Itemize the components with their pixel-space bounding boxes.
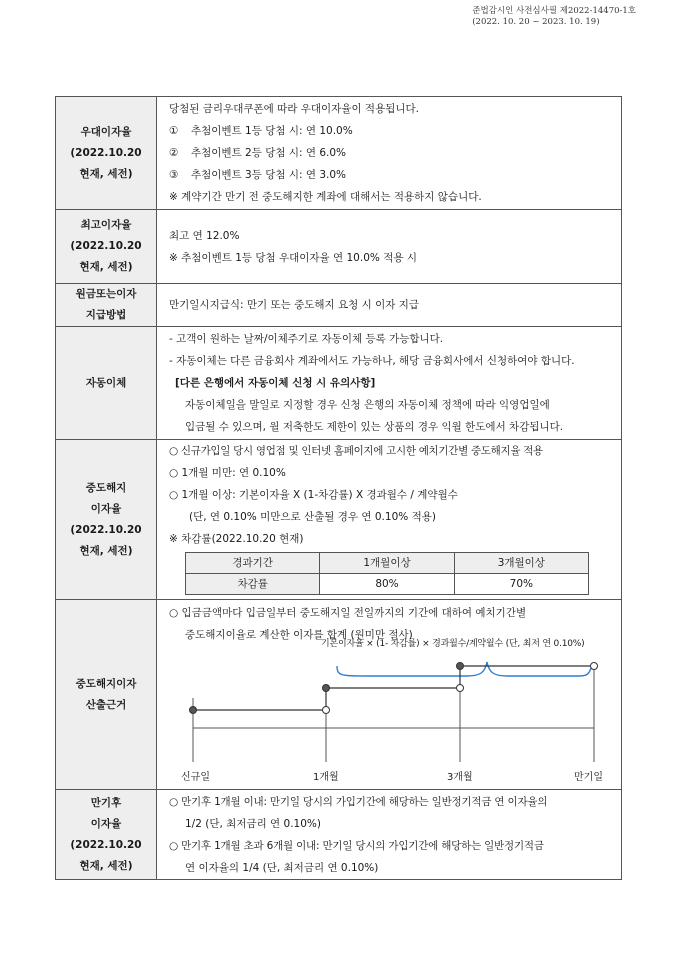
axis-label-start: 신규일 — [181, 772, 210, 783]
label-line: 현재, 세전) — [79, 167, 133, 180]
table-header-cell: 1개월이상 — [320, 553, 454, 574]
early-rate-line: ○ 1개월 미만: 연 0.10% — [169, 467, 286, 479]
row-max-rate — [56, 210, 622, 284]
label-line: 우대이자율 — [80, 125, 132, 138]
label-line: 지급방법 — [85, 309, 127, 321]
label-line: 산출근거 — [85, 698, 127, 711]
early-rate-line: ○ 1개월 이상: 기본이자율 X (1-차감률) X 경과월수 / 계약월수 — [169, 489, 458, 501]
point-open-3m — [457, 685, 464, 692]
content-payment-method — [157, 284, 622, 327]
item-number: ② — [169, 147, 179, 159]
label-line: (2022.10.20 — [70, 146, 142, 159]
item-number: ① — [169, 125, 179, 137]
content-early-termination-rate — [157, 440, 622, 600]
table-row — [186, 574, 589, 595]
preferential-item — [169, 142, 613, 164]
content-after-maturity-rate — [157, 790, 622, 880]
label-line: 최고이자율 — [80, 219, 132, 231]
max-rate-note: ※ 추첨이벤트 1등 당첨 우대이자율 연 10.0% 적용 시 — [169, 251, 417, 264]
product-terms-table — [55, 96, 622, 880]
content-max-rate — [157, 210, 622, 284]
row-early-termination-rate — [56, 440, 622, 600]
after-maturity-line: ○ 만기후 1개월 초과 6개월 이내: 만기일 당시의 가입기간에 해당하는 일반정기적금 — [169, 839, 544, 852]
preferential-item — [169, 120, 613, 142]
preferential-item — [169, 164, 613, 186]
item-text: 추첨이벤트 2등 당첨 시: 연 6.0% — [191, 147, 347, 159]
deduction-rate-table — [185, 552, 589, 595]
label-line: 중도해지이자 — [75, 677, 137, 690]
point-open-1m — [323, 707, 330, 714]
label-line: (2022.10.20 — [70, 240, 142, 252]
label-line: 중도해지 — [85, 481, 127, 494]
formula-label: 기본이자율 × (1- 차감률) × 경과월수/계약월수 (단, 최저 연 0.10%) — [321, 639, 585, 649]
label-line: 현재, 세전) — [79, 859, 133, 872]
row-after-maturity-rate — [56, 790, 622, 880]
label-line: 현재, 세전) — [79, 544, 133, 557]
label-payment-method — [56, 284, 157, 327]
label-line: 이자율 — [90, 502, 122, 515]
auto-transfer-line: - 자동이체는 다른 금융회사 계좌에서도 가능하나, 해당 금융회사에서 신청하여야 합니다. — [169, 355, 575, 367]
preferential-note: ※ 계약기간 만기 전 중도해지한 계좌에 대해서는 적용하지 않습니다. — [169, 191, 482, 203]
point-filled-start — [190, 707, 197, 714]
table-cell: 70% — [454, 574, 588, 595]
basis-line: ○ 입금금액마다 입금일부터 중도해지일 전일까지의 기간에 대하여 예치기간별 — [169, 607, 527, 619]
label-early-termination-rate — [56, 440, 157, 600]
auto-transfer-heading: [다른 은행에서 자동이체 신청 시 유의사항] — [175, 377, 376, 389]
max-rate-value: 최고 연 12.0% — [169, 229, 240, 242]
table-cell: 차감률 — [186, 574, 320, 595]
point-open-maturity — [591, 663, 598, 670]
deduction-table-header — [186, 553, 589, 574]
label-line: 현재, 세전) — [79, 261, 133, 273]
compliance-number: 준법감시인 사전심사필 제2022-14470-1호 — [472, 6, 636, 16]
row-early-termination-basis — [56, 600, 622, 790]
auto-transfer-sub-line: 자동이체일을 말일로 지정할 경우 신청 은행의 자동이체 정책에 따라 익영업일에 — [185, 399, 550, 411]
label-line: 원금또는이자 — [75, 288, 137, 300]
auto-transfer-sub-line: 입금될 수 있으며, 월 저축한도 제한이 있는 상품의 경우 익월 한도에서 차감됩니다. — [185, 421, 564, 433]
point-filled-3m — [457, 663, 464, 670]
label-line: (2022.10.20 — [70, 838, 142, 851]
deduction-rate-note: ※ 차감률(2022.10.20 현재) — [169, 533, 304, 545]
early-rate-line: ○ 신규가입일 당시 영업점 및 인터넷 홈페이지에 고시한 예치기간별 중도해지율 적용 — [169, 445, 543, 457]
point-filled-1m — [323, 685, 330, 692]
early-rate-indent-line: (단, 연 0.10% 미만으로 산출될 경우 연 0.10% 적용) — [189, 511, 436, 523]
label-line: (2022.10.20 — [70, 523, 142, 536]
row-preferential-rate — [56, 97, 622, 210]
compliance-period: (2022. 10. 20 ~ 2023. 10. 19) — [472, 17, 600, 27]
formula-brace — [337, 662, 591, 676]
content-early-termination-basis — [157, 600, 622, 790]
label-after-maturity-rate — [56, 790, 157, 880]
item-number: ③ — [169, 169, 179, 181]
table-cell: 80% — [320, 574, 454, 595]
basis-line: 중도해지이율로 계산한 이자를 합계 (원미만 절사) — [185, 629, 413, 641]
label-line: 자동이체 — [85, 376, 127, 389]
axis-label-maturity: 만기일 — [574, 772, 603, 783]
row-auto-transfer — [56, 327, 622, 440]
label-max-rate — [56, 210, 157, 284]
item-text: 추첨이벤트 3등 당첨 시: 연 3.0% — [191, 169, 347, 181]
interest-step-diagram — [169, 639, 613, 784]
label-early-termination-basis — [56, 600, 157, 790]
label-line: 이자율 — [90, 817, 122, 830]
auto-transfer-line: - 고객이 원하는 날짜/이체주기로 자동이체 등록 가능합니다. — [169, 333, 444, 345]
axis-label-3m: 3개월 — [447, 772, 473, 783]
row-payment-method — [56, 284, 622, 327]
content-preferential-rate — [157, 97, 622, 210]
preferential-intro: 당첨된 금리우대쿠폰에 따라 우대이자율이 적용됩니다. — [169, 103, 419, 115]
content-auto-transfer — [157, 327, 622, 440]
table-header-cell: 경과기간 — [186, 553, 320, 574]
after-maturity-line: ○ 만기후 1개월 이내: 만기일 당시의 가입기간에 해당하는 일반정기적금 연 이자율의 — [169, 795, 548, 808]
item-text: 추첨이벤트 1등 당첨 시: 연 10.0% — [191, 125, 353, 137]
compliance-stamp — [472, 6, 636, 28]
label-auto-transfer — [56, 327, 157, 440]
label-line: 만기후 — [90, 796, 122, 809]
payment-text: 만기일시지급식: 만기 또는 중도해지 요청 시 이자 지급 — [169, 299, 420, 311]
step-diagram-svg — [169, 646, 614, 784]
label-preferential-rate — [56, 97, 157, 210]
axis-label-1m: 1개월 — [313, 772, 339, 783]
after-maturity-line: 연 이자율의 1/4 (단, 최저금리 연 0.10%) — [185, 861, 379, 874]
after-maturity-line: 1/2 (단, 최저금리 연 0.10%) — [185, 817, 321, 830]
table-header-cell: 3개월이상 — [454, 553, 588, 574]
